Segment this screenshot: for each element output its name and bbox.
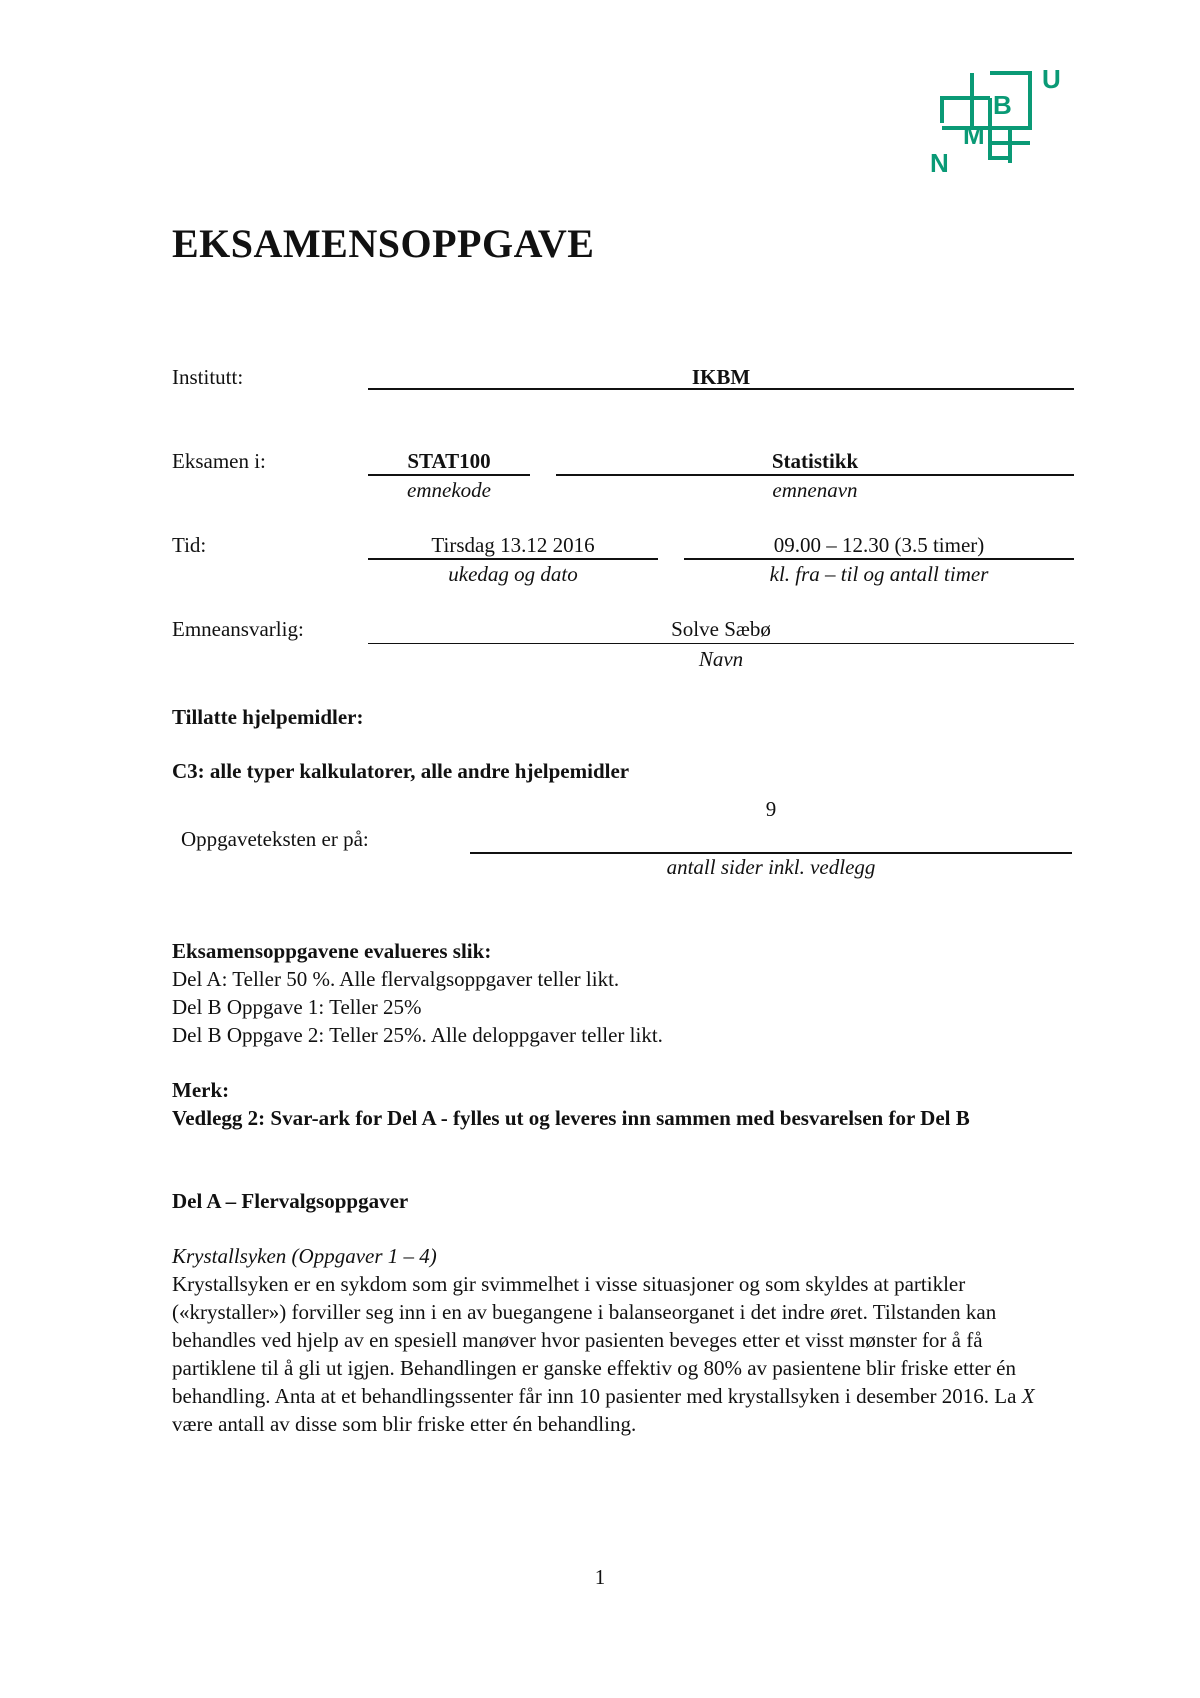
- antall-sider-caption: antall sider inkl. vedlegg: [666, 855, 876, 879]
- klokkeslett-value: 09.00 – 12.30 (3.5 timer): [773, 533, 985, 557]
- del-a-body-before-x: Krystallsyken er en sykdom som gir svimmelhet i visse situasjoner og som skyldes at partikler («krystaller») forviller seg inn i en av buegangene i balanseorganet i det indre øret. Tilstanden kan behandles ved hjelp av en spesiell manøver hvor pasienten beveges etter et visst mønster for å få partiklene til å gli ut igjen. Behandlingen er ganske effektiv og 80% av pasientene blir friske etter én behandling. Anta at et behandlingssenter får inn 10 pasienter med krystallsyken i desember 2016. La: [172, 1272, 1022, 1408]
- evaluering-line-3: Del B Oppgave 2: Teller 25%. Alle deloppgaver teller likt.: [172, 1023, 663, 1047]
- antall-sider-value: 9: [765, 797, 777, 821]
- institutt-label: Institutt:: [172, 365, 244, 389]
- dato-value: Tirsdag 13.12 2016: [431, 533, 595, 557]
- emneansvarlig-label: Emneansvarlig:: [172, 617, 304, 641]
- del-a-variable-x: X: [1021, 1384, 1035, 1408]
- logo-letter-m: M: [963, 120, 985, 150]
- evaluering-line-1: Del A: Teller 50 %. Alle flervalgsoppgaver teller likt.: [172, 967, 620, 991]
- institutt-value: IKBM: [691, 365, 751, 389]
- evaluering-line-2: Del B Oppgave 1: Teller 25%: [172, 995, 422, 1019]
- evaluering-heading: Eksamensoppgavene evalueres slik:: [172, 939, 492, 963]
- merk-text: Vedlegg 2: Svar-ark for Del A - fylles ut og leveres inn sammen med besvarelsen for Del B: [172, 1106, 970, 1130]
- merk-heading: Merk:: [172, 1078, 230, 1102]
- logo-letter-b: B: [993, 90, 1012, 120]
- eksamen-label: Eksamen i:: [172, 449, 266, 473]
- emnekode-caption: emnekode: [407, 478, 491, 502]
- tid-label: Tid:: [172, 533, 207, 557]
- logo-letter-u: U: [1042, 64, 1061, 94]
- dato-caption: ukedag og dato: [448, 562, 578, 586]
- sider-label: Oppgaveteksten er på:: [181, 827, 369, 851]
- antall-sider-line: [470, 826, 1072, 854]
- del-a-subheading: Krystallsyken (Oppgaver 1 – 4): [172, 1244, 437, 1268]
- del-a-heading: Del A – Flervalgsoppgaver: [172, 1189, 409, 1213]
- emneansvarlig-caption: Navn: [698, 647, 744, 671]
- page-title: EKSAMENSOPPGAVE: [172, 221, 595, 266]
- emnenavn-value: Statistikk: [771, 449, 859, 473]
- hjelpemidler-heading: Tillatte hjelpemidler:: [172, 705, 364, 729]
- page-number: 1: [594, 1565, 606, 1589]
- klokkeslett-caption: kl. fra – til og antall timer: [769, 562, 989, 586]
- del-a-body-after-x: være antall av disse som blir friske etter én behandling.: [172, 1412, 637, 1436]
- emnenavn-caption: emnenavn: [772, 478, 858, 502]
- emnekode-value: STAT100: [407, 449, 491, 473]
- logo-letter-n: N: [930, 148, 949, 178]
- hjelpemidler-text: C3: alle typer kalkulatorer, alle andre hjelpemidler: [172, 759, 630, 783]
- nmbu-logo: [930, 64, 1070, 178]
- emneansvarlig-value: Solve Sæbø: [671, 617, 771, 641]
- del-a-body: [172, 1270, 1052, 1438]
